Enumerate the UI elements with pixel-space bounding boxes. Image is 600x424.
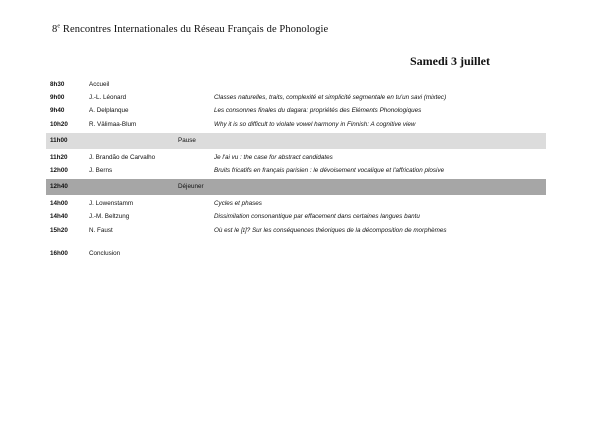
talk-title-cell: Cycles et phases	[214, 200, 262, 208]
time-cell: 14h40	[50, 213, 68, 221]
time-cell: 9h00	[50, 94, 65, 102]
speaker-cell: Accueil	[89, 81, 110, 88]
spacer	[46, 237, 546, 247]
schedule-row	[46, 104, 546, 117]
schedule-row	[46, 118, 546, 131]
speaker-cell: J. Berns	[89, 166, 113, 174]
time-cell: 15h20	[50, 226, 68, 234]
time-cell: 9h40	[50, 107, 65, 115]
speaker-cell: J. Lowenstamm	[89, 200, 134, 208]
event-title-text: Rencontres Internationales du Réseau Français de Phonologie	[60, 24, 329, 35]
speaker-cell: R. Välimaa-Blum	[89, 120, 137, 128]
time-cell: 14h00	[50, 200, 68, 208]
ordinal-number: 8	[52, 24, 58, 35]
time-cell: 12h40	[50, 183, 68, 191]
schedule-row	[46, 91, 546, 104]
ordinal-suffix: e	[57, 23, 61, 30]
speaker-cell: J.-M. Beltzung	[89, 213, 130, 221]
schedule-row	[46, 247, 546, 260]
time-cell: 11h00	[50, 136, 68, 144]
talk-title-cell: Où est le [ɪ]? Sur les conséquences théoriques de la décomposition de morphèmes	[214, 226, 447, 234]
lunch-band	[46, 179, 546, 195]
schedule-row	[46, 224, 546, 237]
pause-band	[46, 133, 546, 149]
time-cell: 10h20	[50, 120, 68, 128]
break-label: Déjeuner	[178, 183, 204, 191]
schedule-row	[46, 151, 546, 164]
day-heading: Samedi 3 juillet	[410, 54, 490, 68]
talk-title-cell: Bruits fricatifs en français parisien : le dévoisement vocalique et l'affrication plosive	[214, 166, 445, 174]
talk-title-cell: Classes naturelles, traits, complexité et simplicité segmentale en tu'un savi (mixtec)	[214, 94, 447, 102]
schedule-row	[46, 210, 546, 223]
schedule-row	[46, 197, 546, 210]
speaker-cell: J.-L. Léonard	[89, 94, 127, 102]
speaker-cell: N. Faust	[89, 226, 113, 234]
talk-title-cell: Dissimilation consonantique par effacement dans certaines langues bantu	[214, 213, 420, 221]
schedule-table	[46, 78, 546, 260]
time-cell: 11h20	[50, 153, 68, 161]
talk-title-cell: Je l'ai vu : the case for abstract candidates	[214, 153, 333, 161]
schedule-row	[46, 164, 546, 177]
time-cell: 12h00	[50, 166, 68, 174]
event-title	[52, 24, 328, 35]
talk-title-cell: Why it is so difficult to violate vowel harmony in Finnish: A cognitive view	[214, 120, 416, 128]
time-cell: 8h30	[50, 81, 65, 88]
speaker-cell: A. Delplanque	[89, 107, 129, 115]
break-label: Pause	[178, 136, 196, 144]
speaker-cell: Conclusion	[89, 249, 121, 257]
time-cell: 16h00	[50, 249, 68, 257]
talk-title-cell: Les consonnes finales du dagara: propriétés des Eléments Phonologiques	[214, 107, 422, 115]
schedule-row	[46, 78, 546, 91]
speaker-cell: J. Brandão de Carvalho	[89, 153, 156, 161]
